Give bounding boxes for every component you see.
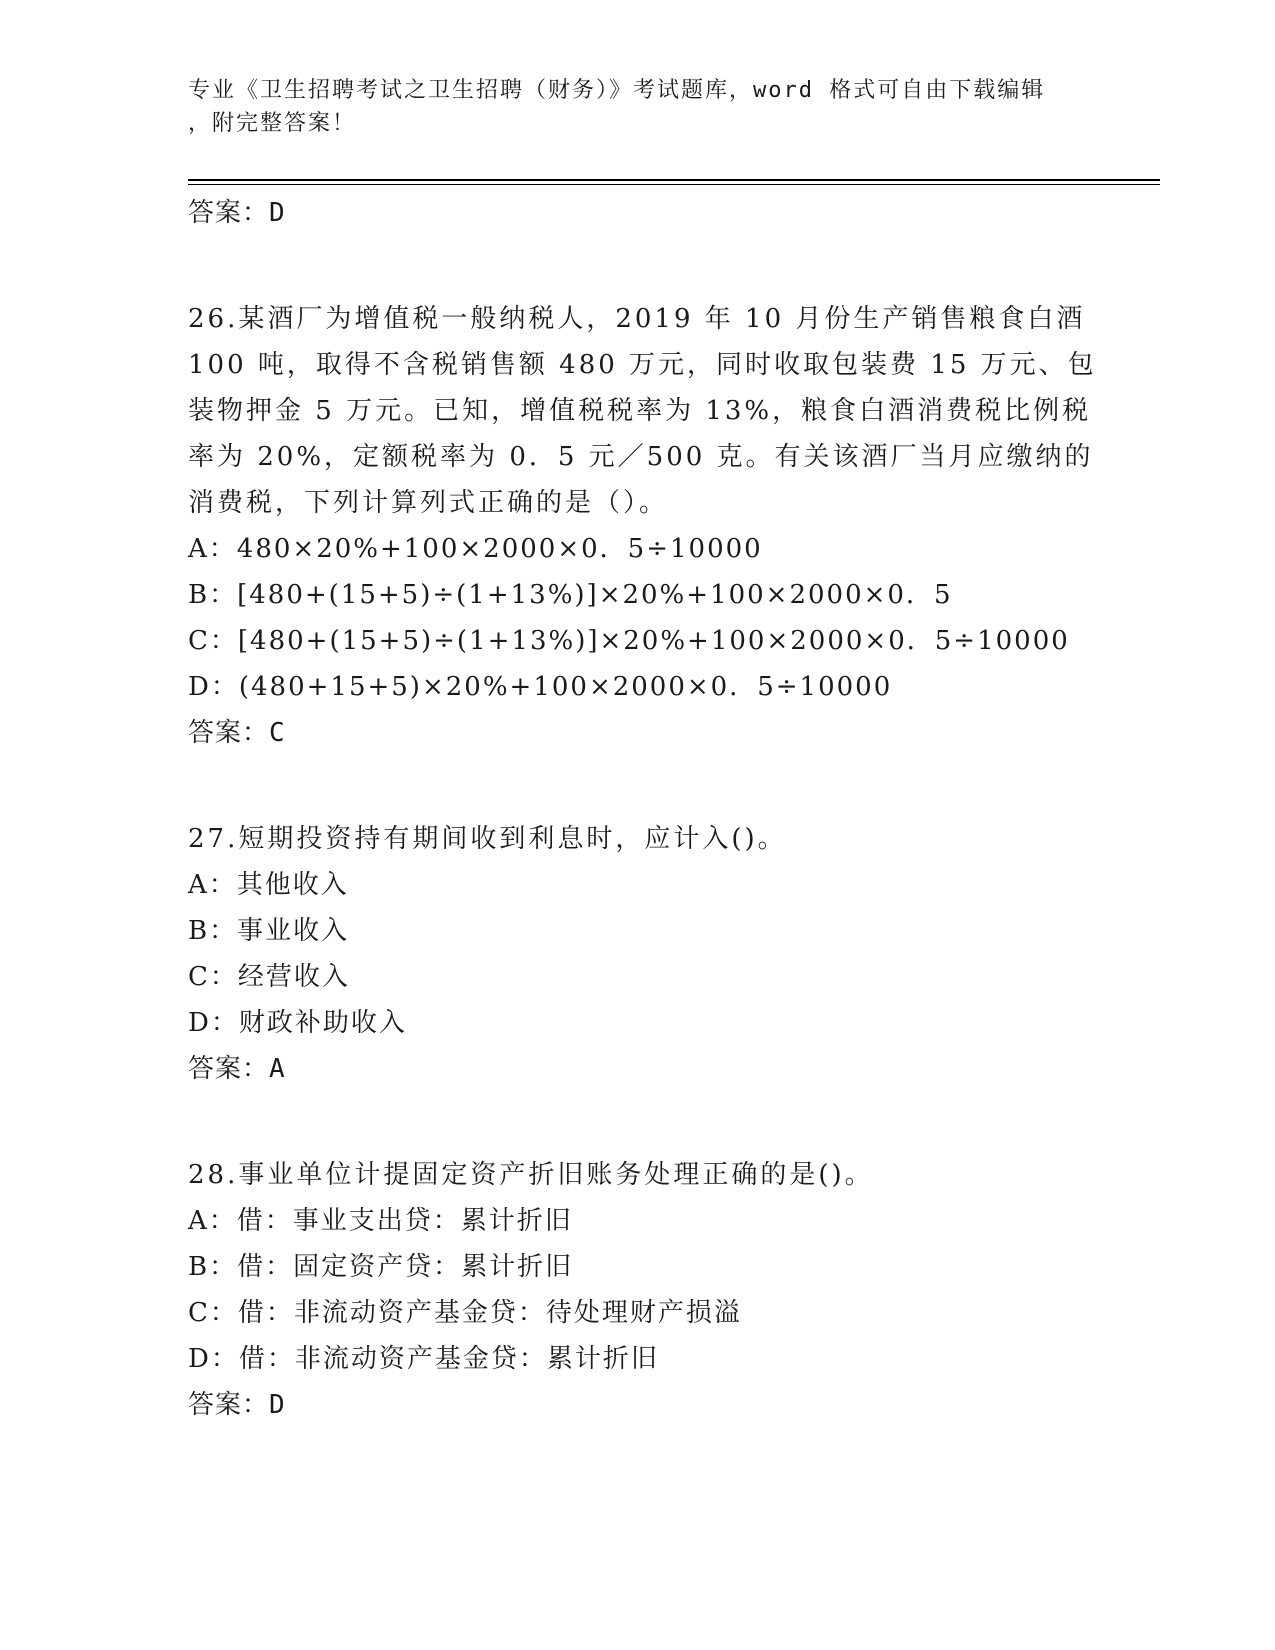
question-text: 26.某酒厂为增值税一般纳税人，2019 年 10 月份生产销售粮食白酒 100 吨，取得不含税销售额 480 万元，同时收取包装费 15 万元、包装物押金 5 万元。已知，增值税税率为 13%，粮食白酒消费税比例税率为 20%，定额税率为 0．5 元／500 克。有关该酒厂当月应缴纳的消费税，下列计算列式正确的是（）。	[188, 304, 1097, 518]
question-text: 28.事业单位计提固定资产折旧账务处理正确的是()。	[188, 1160, 874, 1190]
header-rule-thick	[188, 179, 1160, 181]
question-28	[188, 1152, 1118, 1428]
option-a: A：其他收入	[188, 870, 349, 900]
answer-line: 答案：D	[188, 1390, 286, 1420]
spacer	[188, 756, 1118, 816]
answer-line: 答案：C	[188, 718, 286, 748]
document-body	[188, 190, 1118, 1428]
option-a: A：480×20%+100×2000×0．5÷10000	[188, 534, 763, 564]
option-b: B：[480+(15+5)÷(1+13%)]×20%+100×2000×0．5	[188, 580, 953, 610]
option-c: C：[480+(15+5)÷(1+13%)]×20%+100×2000×0．5÷10000	[188, 626, 1070, 656]
question-27	[188, 816, 1118, 1092]
header-rule-thin	[188, 184, 1160, 185]
question-26	[188, 296, 1118, 756]
spacer	[188, 236, 1118, 296]
option-a: A：借：事业支出贷：累计折旧	[188, 1206, 573, 1236]
question-text: 27.短期投资持有期间收到利息时，应计入()。	[188, 824, 787, 854]
previous-question-answer: 答案：D	[188, 198, 286, 228]
document-header	[188, 74, 1088, 140]
option-c: C：经营收入	[188, 962, 350, 992]
spacer	[188, 1092, 1118, 1152]
option-d: D：财政补助收入	[188, 1008, 407, 1038]
option-d: D：(480+15+5)×20%+100×2000×0．5÷10000	[188, 672, 893, 702]
header-line-1: 专业《卫生招聘考试之卫生招聘（财务）》考试题库，word 格式可自由下载编辑	[188, 78, 1046, 103]
option-b: B：事业收入	[188, 916, 350, 946]
answer-line: 答案：A	[188, 1054, 286, 1084]
header-line-2: ，附完整答案！	[188, 111, 357, 136]
option-b: B：借：固定资产贷：累计折旧	[188, 1252, 574, 1282]
option-c: C：借：非流动资产基金贷：待处理财产损溢	[188, 1298, 742, 1328]
option-d: D：借：非流动资产基金贷：累计折旧	[188, 1344, 659, 1374]
